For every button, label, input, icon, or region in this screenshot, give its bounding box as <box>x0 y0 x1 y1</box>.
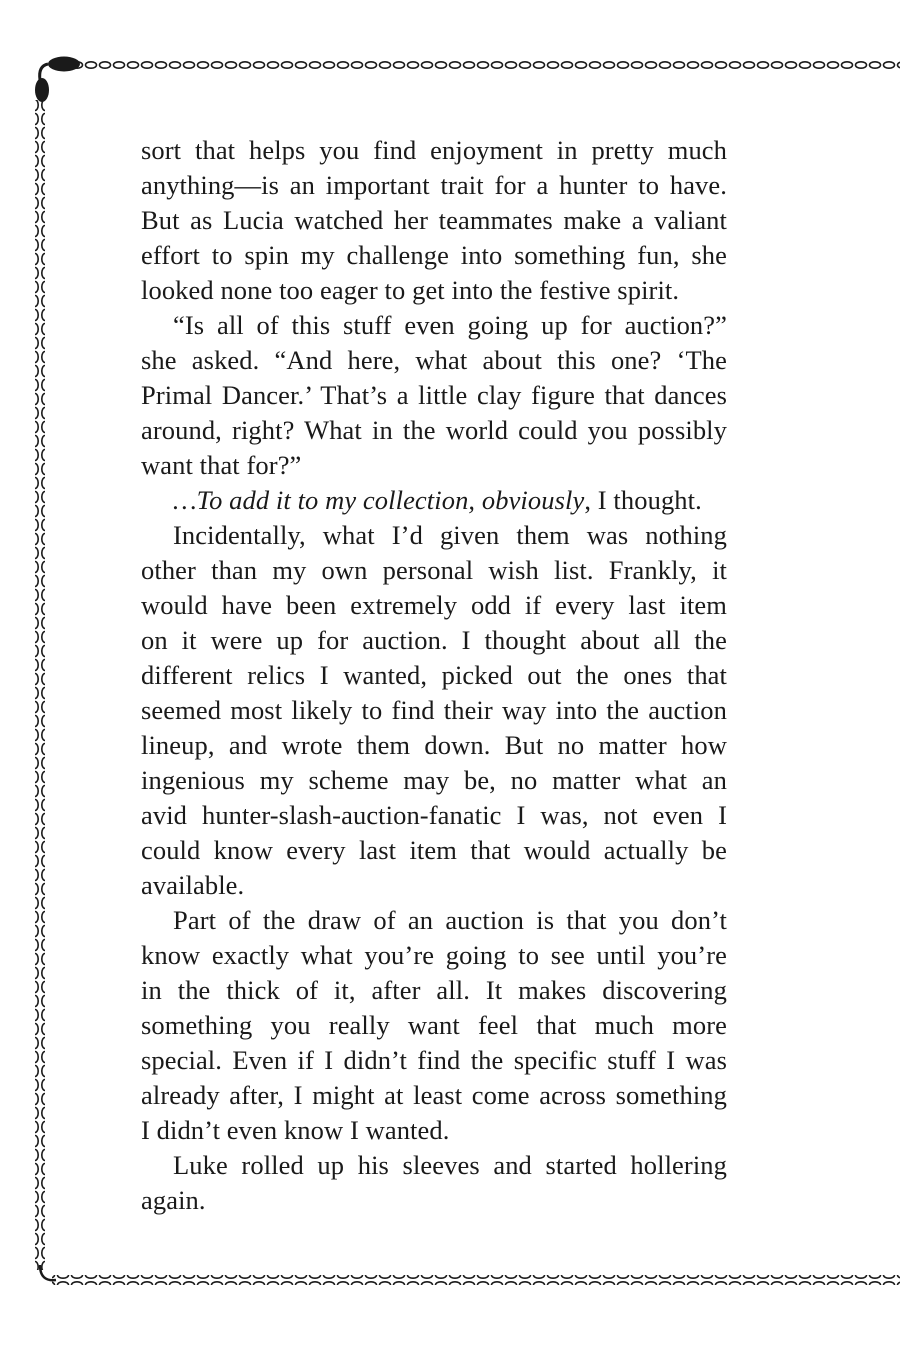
text-line: different relics I wanted, picked out the ones that <box>141 660 727 690</box>
text-line: available. <box>141 870 245 900</box>
text-line: lineup, and wrote them down. But no matter how <box>141 730 727 760</box>
body-text <box>141 133 727 1218</box>
text-line: But as Lucia watched her teammates make a valiant <box>141 205 727 235</box>
text-line: Incidentally, what I’d given them was nothing <box>173 520 727 550</box>
text-line: she asked. “And here, what about this one? ‘The <box>141 345 727 375</box>
thought-tail: , I thought. <box>584 485 702 515</box>
text-line: something you really want feel that much more <box>141 1010 727 1040</box>
text-line: on it were up for auction. I thought about all the <box>141 625 727 655</box>
text-line: again. <box>141 1185 206 1215</box>
italic-thought: …To add it to my collection, obviously <box>173 485 585 515</box>
text-line: special. Even if I didn’t find the specific stuff I was <box>141 1045 727 1075</box>
text-line: in the thick of it, after all. It makes discovering <box>141 975 727 1005</box>
text-line: Primal Dancer.’ That’s a little clay figure that dances <box>141 380 727 410</box>
text-line: Luke rolled up his sleeves and started hollering <box>173 1150 727 1180</box>
text-line: anything—is an important trait for a hunter to have. <box>141 170 727 200</box>
text-line: I didn’t even know I wanted. <box>141 1115 450 1145</box>
text-line: avid hunter-slash-auction-fanatic I was, not even I <box>141 800 727 830</box>
text-line: looked none too eager to get into the festive spirit. <box>141 275 680 305</box>
text-line: effort to spin my challenge into something fun, she <box>141 240 727 270</box>
text-line: seemed most likely to find their way into the auction <box>141 695 727 725</box>
text-line <box>141 483 727 518</box>
text-line: want that for?” <box>141 450 302 480</box>
text-line: would have been extremely odd if every last item <box>141 590 727 620</box>
text-line: know exactly what you’re going to see until you’re <box>141 940 727 970</box>
text-line: “Is all of this stuff even going up for auction?” <box>173 310 727 340</box>
text-line: around, right? What in the world could you possibly <box>141 415 727 445</box>
text-line: ingenious my scheme may be, no matter what an <box>141 765 727 795</box>
text-line: sort that helps you find enjoyment in pretty much <box>141 135 727 165</box>
text-line: Part of the draw of an auction is that you don’t <box>173 905 727 935</box>
text-line: already after, I might at least come across something <box>141 1080 727 1110</box>
text-line: other than my own personal wish list. Frankly, it <box>141 555 727 585</box>
text-line: could know every last item that would actually be <box>141 835 727 865</box>
